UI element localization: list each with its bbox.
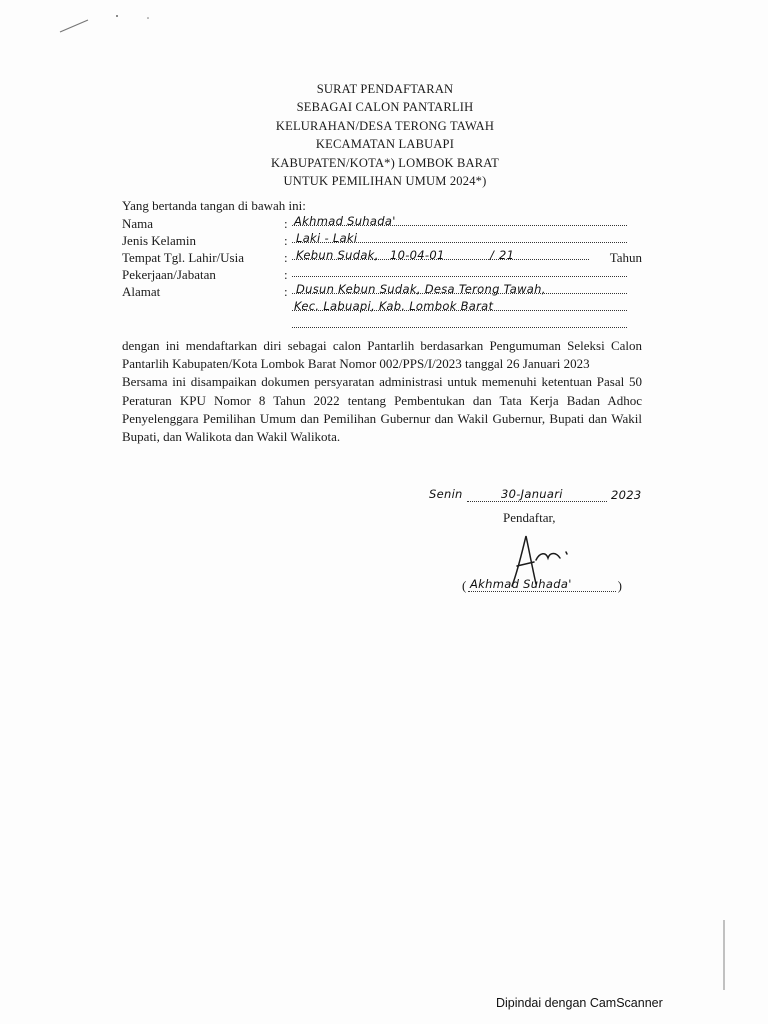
camscanner-footer: Dipindai dengan CamScanner — [496, 996, 663, 1010]
title-line: UNTUK PEMILIHAN UMUM 2024*) — [283, 174, 487, 189]
jenis-kelamin-value: Laki - Laki — [296, 231, 358, 245]
title-line: SURAT PENDAFTARAN — [316, 82, 454, 96]
nama-value: Akhmad Suhada' — [294, 214, 396, 228]
ttl-date-value: 10-04-01 — [390, 248, 445, 262]
alamat-label: Alamat — [122, 284, 161, 299]
title-line: KABUPATEN/KOTA*) LOMBOK BARAT — [271, 155, 499, 170]
year-value: 2023 — [611, 488, 642, 502]
colon: : — [284, 250, 288, 265]
paragraph-registration: dengan ini mendaftarkan diri sebagai calon Pantarlih berdasarkan Pengumuman Seleksi Calon Pantarlih Kabupaten/Kota Lombok Barat Nomor 002/PPS/I/2023 tanggal 26 Januari 2023 — [122, 338, 642, 372]
close-paren: ) — [617, 578, 622, 593]
paragraph-requirements: Bersama ini disampaikan dokumen persyaratan administrasi untuk memenuhi ketentuan Pasal 50 Peraturan KPU Nomor 8 Tahun 2022 tentang Pembentukan dan Tata Kerja Badan Adhoc Penyelenggara Pemilihan Umum dan Pemilihan Gubernur dan Wakil Gubernur, Bupati dan Wakil Bupati, dan Walikota dan Wakil Walikota. — [122, 374, 642, 445]
colon: : — [284, 216, 288, 231]
colon: : — [284, 233, 288, 248]
date-value: 30-Januari — [501, 487, 563, 501]
dotted-line — [468, 591, 616, 592]
intro-text: Yang bertanda tangan di bawah ini: — [122, 198, 306, 213]
alamat-line2-value: Kec. Labuapi, Kab. Lombok Barat — [294, 299, 494, 313]
title-line: KECAMATAN LABUAPI — [315, 137, 455, 152]
tahun-label: Tahun — [607, 249, 642, 266]
open-paren: ( — [462, 578, 467, 593]
colon: : — [284, 267, 288, 282]
signatory-name: Akhmad Suhada' — [470, 577, 572, 591]
day-value: Senin — [429, 487, 463, 501]
slash: / — [490, 248, 495, 262]
signatory-name-block — [462, 578, 622, 598]
pekerjaan-label: Pekerjaan/Jabatan — [122, 267, 216, 282]
title-line: KELURAHAN/DESA TERONG TAWAH — [275, 118, 495, 133]
signatory-role: Pendaftar, — [503, 510, 556, 525]
ttl-age-value: 21 — [499, 248, 515, 262]
ttl-label: Tempat Tgl. Lahir/Usia — [122, 250, 244, 265]
colon: : — [284, 284, 288, 299]
nama-label: Nama — [122, 216, 154, 231]
ttl-place-value: Kebun Sudak, — [296, 248, 379, 262]
title-line: SEBAGAI CALON PANTARLIH — [296, 100, 474, 115]
alamat-line1-value: Dusun Kebun Sudak, Desa Terong Tawah, — [296, 282, 546, 296]
jenis-kelamin-label: Jenis Kelamin — [122, 233, 197, 248]
